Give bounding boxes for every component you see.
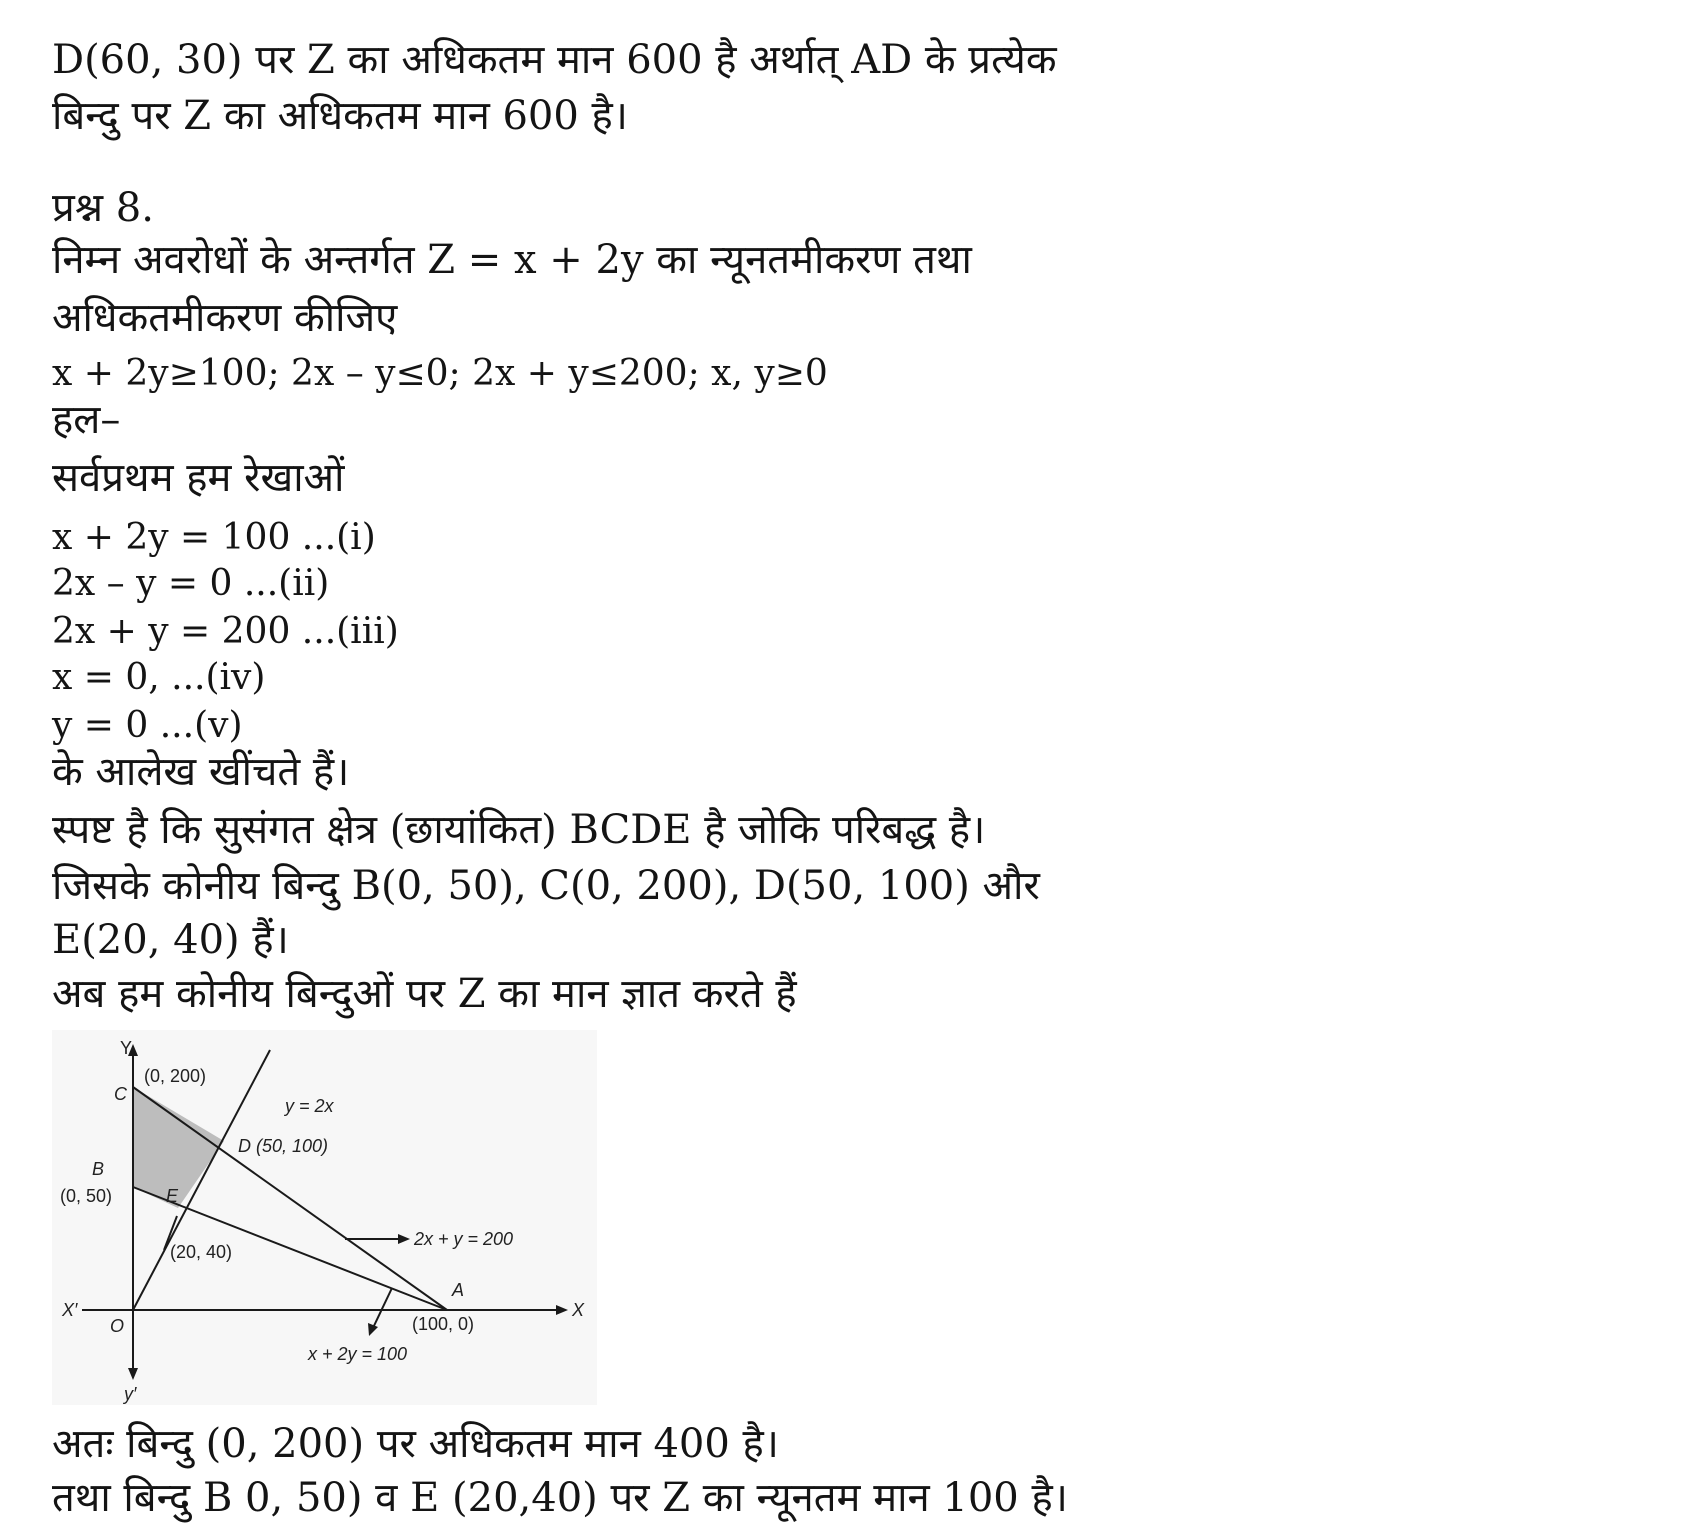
point-b-label: B — [92, 1159, 105, 1179]
result-line-2: तथा बिन्दु B 0, 50) व E (20,40) पर Z का न्यूनतम मान 100 है। — [52, 1475, 1068, 1521]
x-axis-arrow — [556, 1305, 568, 1315]
shaded-region — [133, 1087, 224, 1208]
solution-line-5: E(20, 40) हैं। — [52, 917, 289, 963]
graph-svg — [52, 1030, 597, 1405]
point-c-label: C — [114, 1084, 127, 1104]
y-axis-label: Y — [120, 1038, 133, 1058]
result-line-1: अतः बिन्दु (0, 200) पर अधिकतम मान 400 है। — [52, 1421, 779, 1467]
question-line-2: अधिकतमीकरण कीजिए — [52, 295, 398, 341]
solution-label: हल– — [52, 397, 121, 443]
y-axis-neg-arrow — [128, 1368, 138, 1380]
solution-line-2: के आलेख खींचते हैं। — [52, 749, 350, 795]
x-axis-label: X — [572, 1300, 585, 1320]
label-x-plus-2y: x + 2y = 100 — [308, 1344, 408, 1364]
point-e-label: E — [166, 1186, 179, 1206]
label-2x-plus-y: 2x + y = 200 — [414, 1229, 514, 1249]
constraints-line: x + 2y≥100; 2x – y≤0; 2x + y≤200; x, y≥0 — [52, 353, 828, 394]
text-line-2: बिन्दु पर Z का अधिकतम मान 600 है। — [52, 93, 628, 139]
feasible-region-graph — [52, 1030, 597, 1405]
solution-line-4: जिसके कोनीय बिन्दु B(0, 50), C(0, 200), D(50, 100) और — [52, 863, 1040, 909]
point-e-coord: (20, 40) — [170, 1242, 233, 1262]
equation-2: 2x – y = 0 ...(ii) — [52, 563, 330, 604]
text-line-1: D(60, 30) पर Z का अधिकतम मान 600 है अर्थात् AD के प्रत्येक — [52, 37, 1057, 83]
equation-4: x = 0, ...(iv) — [52, 657, 266, 698]
solution-line-3: स्पष्ट है कि सुसंगत क्षेत्र (छायांकित) BCDE है जोकि परिबद्ध है। — [52, 807, 986, 853]
pointer-2x-plus-y-head — [398, 1234, 410, 1244]
equation-1: x + 2y = 100 ...(i) — [52, 517, 376, 558]
solution-line-1: सर्वप्रथम हम रेखाओं — [52, 455, 345, 501]
point-b-coord: (0, 50) — [60, 1186, 113, 1206]
point-a-label: A — [452, 1280, 465, 1300]
label-y-2x: y = 2x — [285, 1096, 334, 1116]
question-line-1: निम्न अवरोधों के अन्तर्गत Z = x + 2y का न्यूनतमीकरण तथा — [52, 237, 972, 283]
equation-5: y = 0 ...(v) — [52, 705, 243, 746]
point-a-coord: (100, 0) — [412, 1314, 475, 1334]
solution-line-6: अब हम कोनीय बिन्दुओं पर Z का मान ज्ञात करते हैं — [52, 971, 797, 1017]
point-d-label: D (50, 100) — [238, 1136, 329, 1156]
x-neg-label: X′ — [62, 1300, 78, 1320]
point-c-coord: (0, 200) — [144, 1066, 207, 1086]
equation-3: 2x + y = 200 ...(iii) — [52, 611, 399, 652]
origin-label: O — [110, 1316, 125, 1336]
pointer-x-plus-2y-head — [368, 1323, 378, 1336]
question-label: प्रश्न 8. — [52, 185, 154, 231]
y-neg-label: y′ — [124, 1384, 137, 1404]
